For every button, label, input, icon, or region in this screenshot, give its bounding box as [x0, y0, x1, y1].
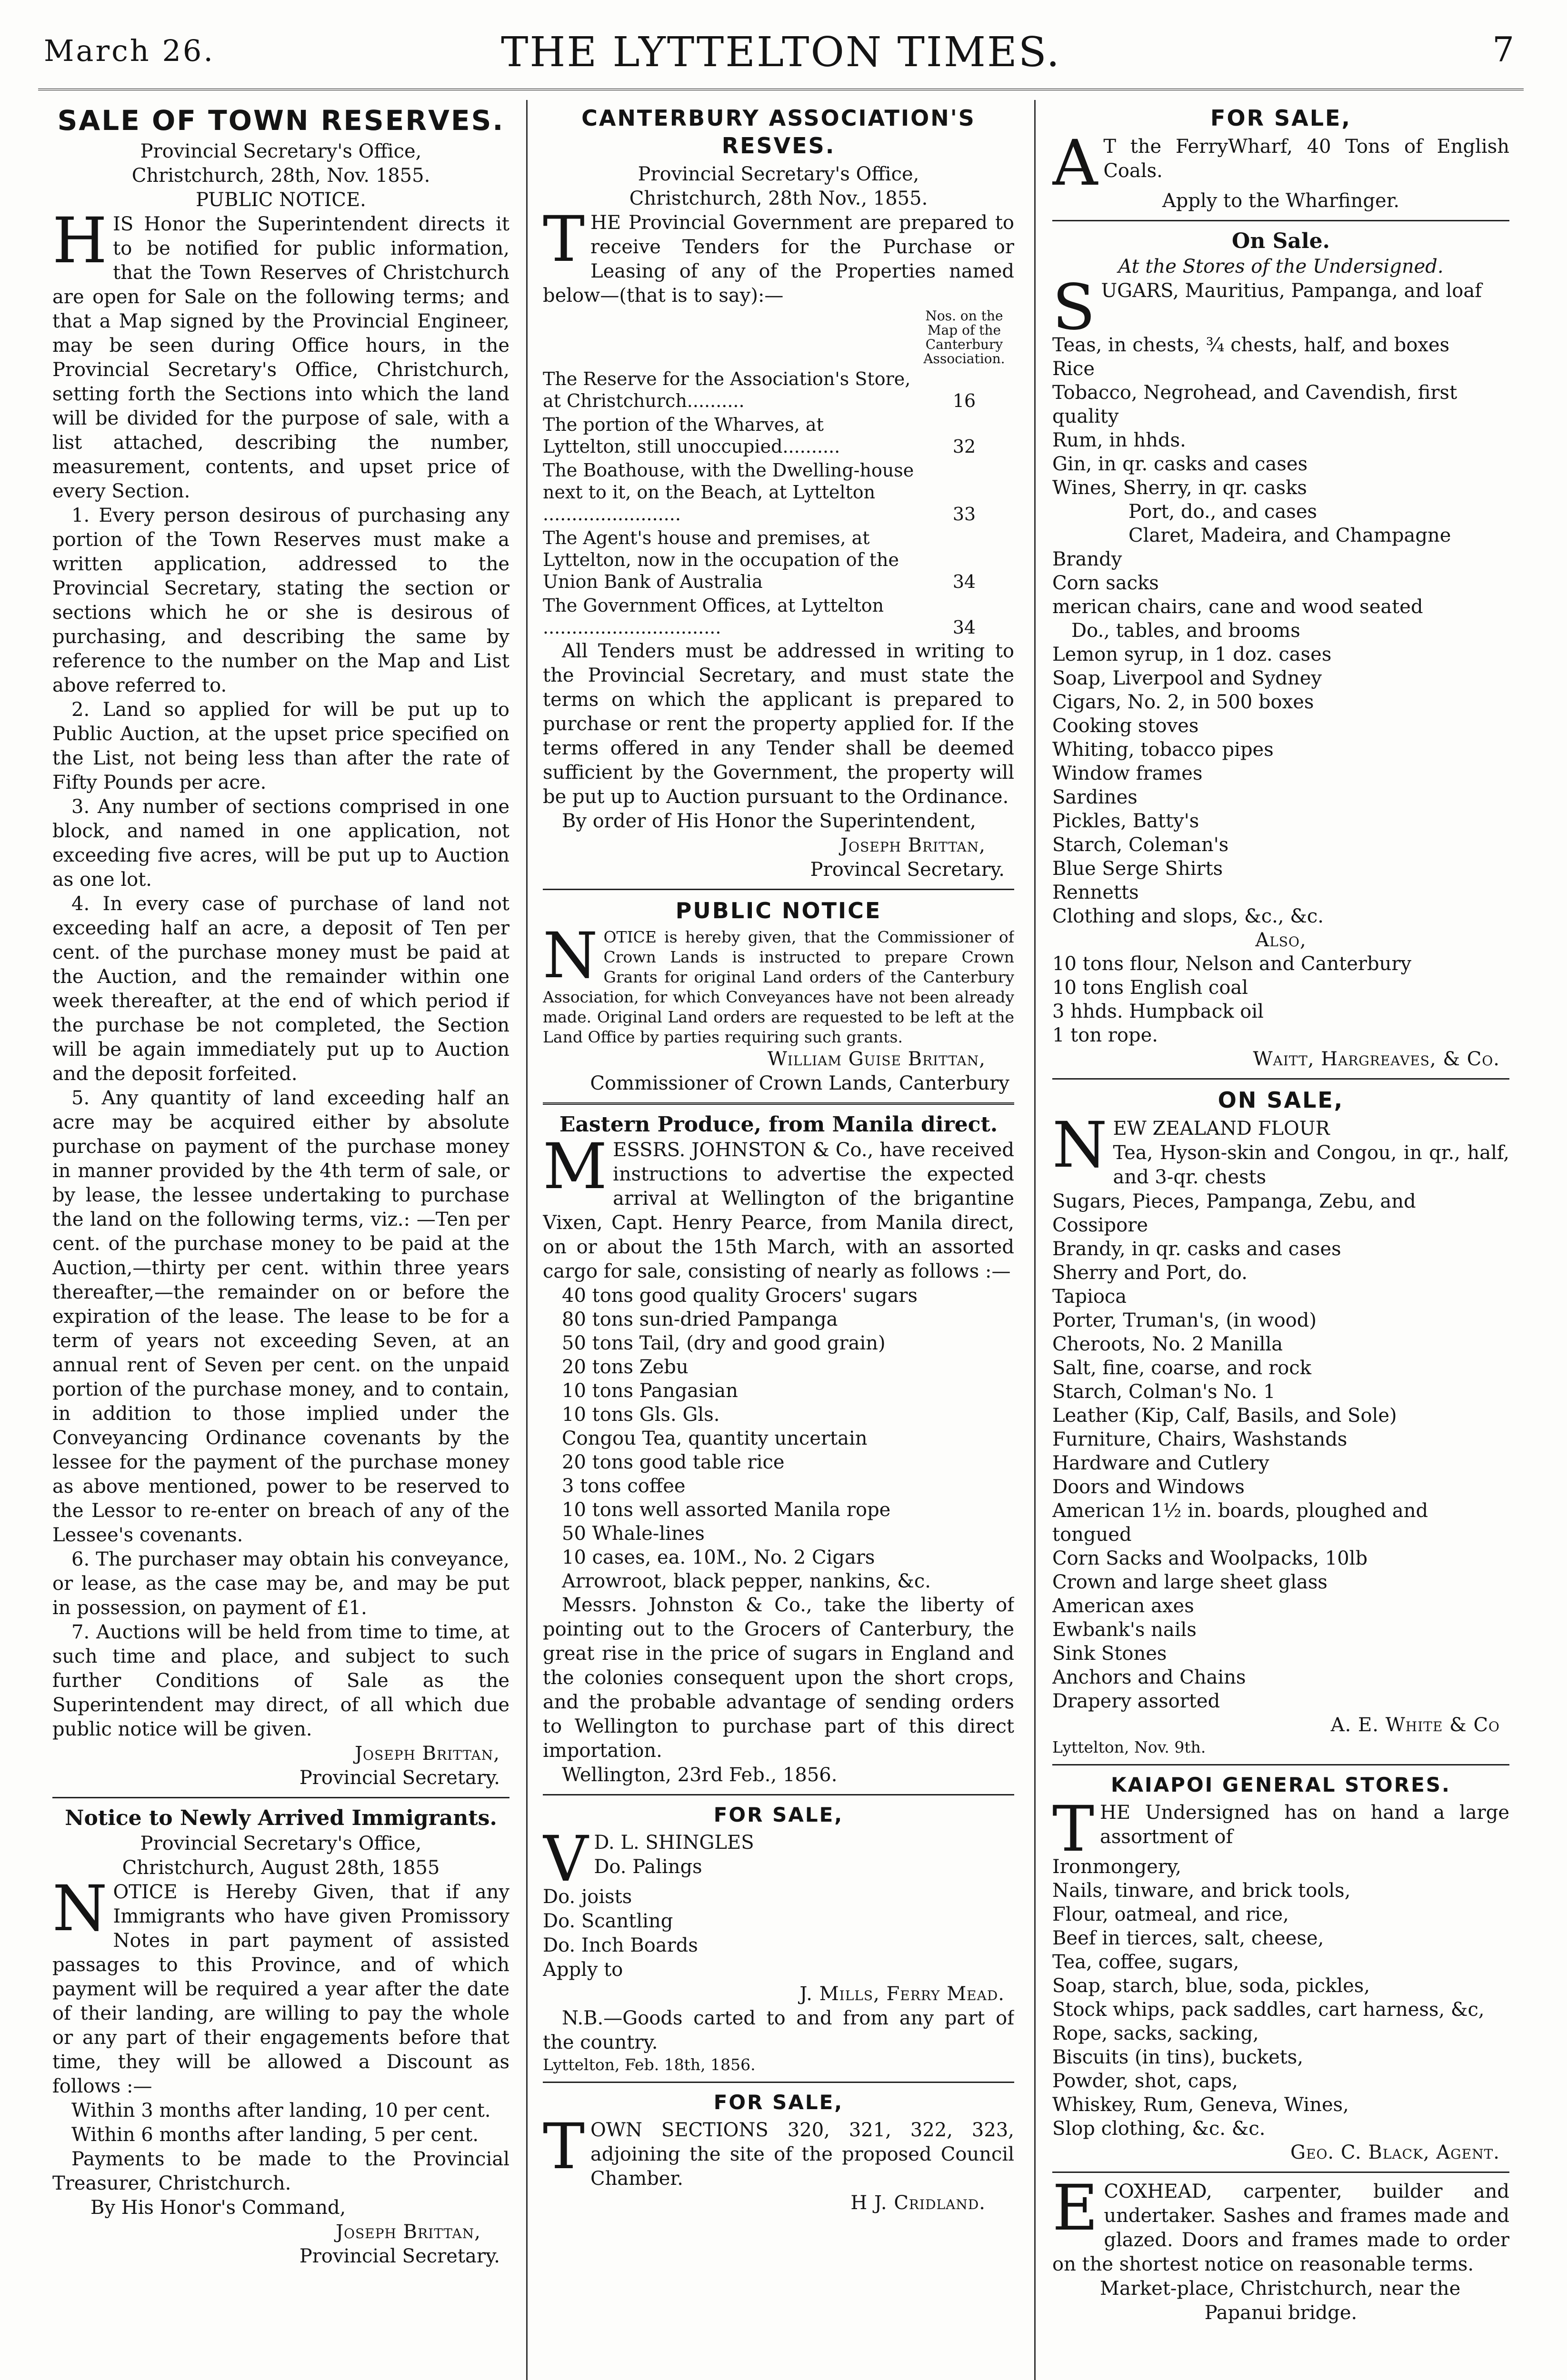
list-item: 20 tons good table rice [562, 1451, 785, 1473]
advert-address: Papanui bridge. [1204, 2302, 1357, 2324]
list-item: Wines, Sherry, in qr. casks [1052, 477, 1307, 499]
signature-name: J. Mills, Ferry Mead. [799, 1983, 1005, 2005]
list-item: Salt, fine, coarse, and rock [1052, 1357, 1311, 1379]
issue-date: March 26. [44, 33, 215, 68]
list-item: Rum, in hhds. [1052, 429, 1186, 451]
notice-term: 7. Auctions will be held from time to time, at such time and place, and subject to such further Conditions of Sale as the Superintendent may direct, of all which due public notice will be given. [52, 1621, 509, 1740]
property-label: The Reserve for the Association's Store, at Christchurch.......... [543, 368, 911, 411]
signature-name: William Guise Brittan, [767, 1048, 986, 1070]
notice-office: Provincial Secretary's Office, [140, 140, 422, 162]
coals-advert [1052, 104, 1509, 213]
list-item: Sardines [1052, 786, 1138, 808]
list-item: Ironmongery, [1052, 1856, 1181, 1878]
advert-body: T the FerryWharf, 40 Tons of English Coals. [1103, 136, 1509, 182]
list-item: 50 tons Tail, (dry and good grain) [562, 1332, 886, 1354]
drop-cap: S [1052, 271, 1096, 344]
notice-date: Christchurch, 28th Nov., 1855. [629, 188, 928, 209]
list-item: Slop clothing, &c. &c. [1052, 2118, 1266, 2140]
notice-heading: PUBLIC NOTICE [675, 898, 882, 923]
drop-cap: M [543, 1130, 608, 1203]
drop-cap: N [1052, 1109, 1108, 1182]
list-item: Cheroots, No. 2 Manilla [1052, 1333, 1283, 1355]
signature-name: Waitt, Hargreaves, & Co. [1253, 1048, 1500, 1070]
signature-name: H J. Cridland. [850, 2192, 986, 2214]
discount-line: Within 6 months after landing, 5 per cent. [71, 2124, 479, 2146]
notice-body: OTICE is hereby given, that the Commissioner of Crown Lands is instructed to prepare Crown Grants for original Land orders of the Canterbury Association, for which Conveyances have not been already made. Original Land orders are requested to be left at the Land Office by parties requiring such grants. [543, 928, 1014, 1046]
advert-apply: Apply to the Wharfinger. [1162, 190, 1400, 212]
divider [52, 1797, 509, 1798]
list-item: Cooking stoves [1052, 715, 1199, 737]
list-item: Starch, Coleman's [1052, 834, 1229, 856]
advert-line: D. L. SHINGLES [594, 1832, 754, 1854]
list-item: Port, do., and cases [1128, 501, 1317, 523]
signature-title: Provincal Secretary. [810, 859, 1005, 881]
property-number: 34 [952, 617, 976, 638]
list-item: Soap, starch, blue, soda, pickles, [1052, 1975, 1370, 1997]
signature-name: Geo. C. Black, Agent. [1290, 2142, 1500, 2163]
list-item: Blue Serge Shirts [1052, 858, 1223, 880]
list-item: Do. joists [543, 1886, 632, 1908]
list-item: Rope, sacks, sacking, [1052, 2023, 1259, 2044]
page-number: 7 [1492, 30, 1514, 69]
list-item: Also, [1255, 929, 1307, 951]
cargo-list [543, 1284, 1014, 1593]
list-item: Flour, oatmeal, and rice, [1052, 1904, 1289, 1925]
sale-town-reserves-notice [52, 104, 509, 1790]
list-item: Tapioca [1052, 1286, 1127, 1308]
list-item: Arrowroot, black pepper, nankins, &c. [562, 1570, 931, 1592]
signature-name: A. E. White & Co [1330, 1714, 1500, 1736]
advert-address: Market-place, Christchurch, near the [1100, 2278, 1461, 2300]
advert-date: Lyttelton, Feb. 18th, 1856. [543, 2055, 756, 2074]
list-item: Do. Inch Boards [543, 1934, 698, 1956]
payment-line: Payments to be made to the Provincial Treasurer, Christchurch. [52, 2148, 509, 2194]
advert-date: Lyttelton, Nov. 9th. [1052, 1738, 1206, 1756]
list-item: 10 tons Gls. Gls. [562, 1404, 720, 1426]
list-item: Cigars, No. 2, in 500 boxes [1052, 691, 1314, 713]
list-item: Tobacco, Negrohead, and Cavendish, first quality [1052, 382, 1457, 427]
list-item: Window frames [1052, 763, 1203, 784]
list-item: 10 tons Pangasian [562, 1380, 738, 1402]
canterbury-reserves-notice [543, 104, 1014, 882]
notice-paragraph: All Tenders must be addressed in writing to the Provincial Secretary, and must state the terms on which the applicant is prepared to purchase or rent the property applied for. If the terms offered in any Tender shall be deemed sufficient by the Government, the property will be put up to Auction pursuant to the Ordinance. [543, 640, 1014, 808]
column-3 [1052, 102, 1509, 2380]
list-item: 10 tons English coal [1052, 977, 1248, 999]
list-item: Stock whips, pack saddles, cart harness, &c, [1052, 1999, 1485, 2021]
table-row [543, 458, 1014, 526]
signature-title: Commissioner of Crown Lands, Canterbury [590, 1072, 1009, 1094]
list-item: Rice [1052, 358, 1095, 380]
list-item: Sherry and Port, do. [1052, 1262, 1248, 1284]
notice-term: 5. Any quantity of land exceeding half an acre may be acquired either by absolute purchase on payment of the purchase money in manner provided by the 4th term of sale, or by lease, the lessee undertaking to purchase the land on the following terms, viz.: —Ten per cent. of the purchase money to be paid at the Auction,—thirty per cent. within three years thereafter,—the remainder on or before the expiration of the lease. The lease to be for a term of years not exceeding Seven, at an annual rent of Seven per cent. on the unpaid portion of the purchase money, and to contain, in addition to those implied under the Conveyancing Ordinance covenants by the lessee for the payment of the purchase money as above mentioned, power to be reserved to the Lessor to re-enter on breach of any of the Lessee's covenants. [52, 1087, 509, 1546]
list-item: Drapery assorted [1052, 1690, 1220, 1712]
notice-term: 2. Land so applied for will be put up to Public Auction, at the upset price specified on the List, not being less than after the rate of Fifty Pounds per acre. [52, 699, 509, 793]
drop-cap: T [543, 2110, 585, 2183]
list-item: 50 Whale-lines [562, 1523, 705, 1545]
list-item: Apply to [543, 1959, 623, 1981]
list-item: Congou Tea, quantity uncertain [562, 1428, 868, 1449]
advert-heading: ON SALE, [1218, 1087, 1344, 1113]
notice-term: 6. The purchaser may obtain his conveyance, or lease, as the case may be, and may be put in possession, on payment of £1. [52, 1548, 509, 1619]
drop-cap: H [52, 204, 108, 278]
property-number: 33 [952, 504, 976, 525]
table-row [543, 413, 1014, 458]
list-item: Powder, shot, caps, [1052, 2070, 1238, 2092]
town-sections-advert [543, 2090, 1014, 2215]
property-number: 34 [952, 571, 976, 592]
divider [1052, 1078, 1509, 1080]
notice-intro: HE Provincial Government are prepared to receive Tenders for the Purchase or Leasing of any of the Properties named below—(that is to say):— [543, 212, 1014, 307]
divider [543, 889, 1014, 890]
property-label: The Government Offices, at Lyttelton ............................... [543, 595, 884, 638]
advert-closing: Messrs. Johnston & Co., take the liberty of pointing out to the Grocers of Canterbury, the great rise in the price of sugars in England and the colonies consequent upon the short crops, and the probable advantage of sending orders to Wellington to purchase part of this direct importation. [543, 1594, 1014, 1762]
advert-heading: KAIAPOI GENERAL STORES. [1111, 1773, 1451, 1796]
notice-paragraph: By order of His Honor the Superintendent, [562, 810, 976, 832]
signature-name: Joseph Brittan, [840, 834, 986, 856]
list-item: Whiting, tobacco pipes [1052, 739, 1274, 761]
advert-heading: Eastern Produce, from Manila direct. [559, 1112, 998, 1137]
list-item: Biscuits (in tins), buckets, [1052, 2046, 1304, 2068]
list-item: 10 cases, ea. 10M., No. 2 Cigars [562, 1547, 875, 1568]
list-item: 3 tons coffee [562, 1475, 686, 1497]
property-label: The Boathouse, with the Dwelling-house next to it, on the Beach, at Lyttelton ........................ [543, 460, 914, 525]
list-item: Ewbank's nails [1052, 1619, 1197, 1641]
notice-term: 3. Any number of sections comprised in one block, and named in one application, not exceeding five acres, will be put up to Auction as one lot. [52, 796, 509, 891]
drop-cap: A [1052, 127, 1098, 200]
list-item: Soap, Liverpool and Sydney [1052, 667, 1322, 689]
drop-cap: V [543, 1823, 589, 1896]
discount-line: Within 3 months after landing, 10 per cent. [71, 2100, 491, 2122]
table-row [543, 367, 1014, 413]
list-item: Brandy, in qr. casks and cases [1052, 1238, 1341, 1260]
signature-title: Provincial Secretary. [299, 2245, 500, 2267]
list-item: Gin, in qr. casks and cases [1052, 453, 1308, 475]
list-item: Claret, Madeira, and Champagne [1128, 525, 1451, 546]
advert-note: N.B.—Goods carted to and from any part of the country. [543, 2007, 1014, 2053]
manila-produce-advert [543, 1111, 1014, 1787]
drop-cap: N [52, 1872, 108, 1945]
property-label: The portion of the Wharves, at Lyttelton, still unoccupied.......... [543, 414, 840, 457]
kaiapoi-stores-advert [1052, 1772, 1509, 2165]
notice-term: 1. Every person desirous of purchasing any portion of the Town Reserves must make a written application, addressed to the Provincial Secretary, stating the section or sections which he or she is desirous of purchasing, and describing the same by reference to the number on the Map and List above referred to. [52, 505, 509, 696]
list-item: Porter, Truman's, (in wood) [1052, 1309, 1317, 1331]
property-number: 32 [952, 436, 976, 457]
divider [1052, 220, 1509, 221]
list-item: Lemon syrup, in 1 doz. cases [1052, 644, 1332, 665]
table-row [543, 594, 1014, 639]
divider [1052, 1764, 1509, 1765]
list-item: American 1½ in. boards, ploughed and tongued [1052, 1500, 1428, 1546]
list-item: Leather (Kip, Calf, Basils, and Sole) [1052, 1405, 1397, 1427]
notice-office: Provincial Secretary's Office, [140, 1833, 422, 1854]
column-rule [1034, 100, 1036, 2380]
list-item: Anchors and Chains [1052, 1666, 1246, 1688]
newspaper-title: THE LYTTELTON TIMES. [501, 29, 1061, 76]
table-row [543, 526, 1014, 594]
drop-cap: E [1052, 2172, 1098, 2245]
drop-cap: N [543, 919, 598, 992]
list-item: Do. Scantling [543, 1910, 673, 1932]
list-first-line: EW ZEALAND FLOUR [1113, 1118, 1330, 1140]
notice-term: 4. In every case of purchase of land not exceeding half an acre, a deposit of Ten per cent. of the purchase money must be paid at the Auction, and the remainder within one week thereafter, at the end of which period if the purchase be not completed, the Section will be again immediately put up to Auction and the deposit forfeited. [52, 893, 509, 1085]
notice-intro: IS Honor the Superintendent directs it to be notified for public information, that the Town Reserves of Christchurch are open for Sale on the following terms; and that a Map signed by the Provincial Engineer, may be seen during Office hours, in the Provincial Secretary's Office, Christchurch, setting forth the Sections into which the land will be divided for the purpose of sale, with a list attached, describing the number, measurement, contents, and upset price of every Section. [52, 213, 509, 502]
list-item: Furniture, Chairs, Washstands [1052, 1428, 1347, 1450]
signature-name: Joseph Brittan, [336, 2221, 481, 2243]
list-second-line: Tea, Hyson-skin and Congou, in qr., half, and 3-qr. chests [1113, 1142, 1509, 1188]
list-item: Sink Stones [1052, 1643, 1167, 1665]
list-item: Sugars, Pieces, Pampanga, Zebu, and Cossipore [1052, 1190, 1416, 1236]
list-item: 10 tons well assorted Manila rope [562, 1499, 891, 1521]
list-item: Hardware and Cutlery [1052, 1452, 1269, 1474]
flour-advert [1052, 1086, 1509, 1757]
public-notice [543, 897, 1014, 1096]
list-item: 80 tons sun-dried Pampanga [562, 1309, 838, 1330]
list-item: Pickles, Batty's [1052, 810, 1199, 832]
advert-subheading: At the Stores of the Undersigned. [1118, 256, 1444, 278]
list-item: Doors and Windows [1052, 1476, 1245, 1498]
signature-title: Provincial Secretary. [299, 1767, 500, 1789]
properties-table [543, 308, 1014, 639]
list-item: Teas, in chests, ¾ chests, half, and boxes [1052, 334, 1450, 356]
table-column-header: Nos. on the Map of the Canterbury Association. [923, 308, 1005, 367]
divider [1052, 2172, 1509, 2173]
divider [543, 1794, 1014, 1795]
column-rule [526, 100, 528, 2380]
list-item: Brandy [1052, 548, 1122, 570]
notice-heading: SALE OF TOWN RESERVES. [57, 104, 505, 137]
notice-date: Christchurch, August 28th, 1855 [122, 1857, 440, 1879]
list-item: Corn Sacks and Woolpacks, 10lb [1052, 1547, 1368, 1569]
notice-heading: CANTERBURY ASSOCIATION'S RESVES. [581, 105, 976, 159]
notice-subheading: PUBLIC NOTICE. [196, 189, 366, 211]
drop-cap: T [1052, 1793, 1095, 1866]
divider [543, 1102, 1014, 1105]
list-item: 40 tons good quality Grocers' sugars [562, 1285, 918, 1307]
coxhead-advert [1052, 2172, 1509, 2325]
advert-body: COXHEAD, carpenter, builder and undertaker. Sashes and frames made and glazed. Doors and frames made to order on the shortest notice on reasonable terms. [1052, 2181, 1509, 2275]
list-item: Starch, Colman's No. 1 [1052, 1381, 1276, 1403]
list-item: American axes [1052, 1595, 1194, 1617]
divider [543, 2082, 1014, 2083]
list-item: Clothing and slops, &c., &c. [1052, 905, 1324, 927]
on-sale-advert [1052, 228, 1509, 1071]
list-item: 3 hhds. Humpback oil [1052, 1001, 1264, 1022]
goods-list [1052, 333, 1509, 1047]
advert-heading: FOR SALE, [713, 2091, 844, 2114]
list-item: 1 ton rope. [1052, 1024, 1158, 1046]
list-item: Nails, tinware, and brick tools, [1052, 1880, 1351, 1902]
property-label: The Agent's house and premises, at Lyttelton, now in the occupation of the Union Bank of Australia [543, 527, 899, 592]
advert-date: Wellington, 23rd Feb., 1856. [562, 1764, 838, 1786]
notice-date: Christchurch, 28th, Nov. 1855. [131, 165, 430, 187]
drop-cap: T [543, 203, 585, 276]
list-first-line: HE Undersigned has on hand a large assortment of [1100, 1802, 1509, 1848]
notice-heading: Notice to Newly Arrived Immigrants. [65, 1806, 497, 1830]
masthead [38, 19, 1524, 90]
list-item: Corn sacks [1052, 572, 1159, 594]
list-item: Do. Palings [594, 1856, 702, 1878]
property-number: 16 [952, 390, 976, 411]
advert-heading: FOR SALE, [1210, 105, 1351, 131]
list-item: Do., tables, and brooms [1071, 620, 1300, 642]
column-2 [543, 102, 1014, 2380]
goods-list [1052, 1190, 1509, 1713]
list-item: merican chairs, cane and wood seated [1052, 596, 1423, 618]
shingles-advert [543, 1802, 1014, 2075]
signature-name: Joseph Brittan, [355, 1743, 500, 1765]
advert-body: ESSRS. JOHNSTON & Co., have received instructions to advertise the expected arrival at Wellington of the brigantine Vixen, Capt. Henry Pearce, from Manila direct, on or about the 15th March, with an assorted cargo for sale, consisting of nearly as follows :— [543, 1139, 1014, 1282]
advert-heading: FOR SALE, [713, 1803, 844, 1826]
immigrants-notice [52, 1805, 509, 2269]
list-item: Beef in tierces, salt, cheese, [1052, 1927, 1324, 1949]
list-item: Tea, coffee, sugars, [1052, 1951, 1239, 1973]
list-item: Rennetts [1052, 882, 1139, 903]
goods-list [1052, 1855, 1509, 2141]
advert-body: OWN SECTIONS 320, 321, 322, 323, adjoining the site of the proposed Council Chamber. [590, 2119, 1014, 2190]
list-item: Whiskey, Rum, Geneva, Wines, [1052, 2094, 1349, 2116]
list-item: 20 tons Zebu [562, 1356, 689, 1378]
list-item: Crown and large sheet glass [1052, 1571, 1327, 1593]
column-1 [52, 102, 509, 2380]
command-line: By His Honor's Command, [90, 2197, 346, 2219]
list-item: 10 tons flour, Nelson and Canterbury [1052, 953, 1412, 975]
notice-body: OTICE is Hereby Given, that if any Immigrants who have given Promissory Notes in part payment of assisted passages to this Province, and of which payment will be required a year after the date of their landing, are willing to pay the whole or any part of their engagements before that time, they will be allowed a Discount as follows :— [52, 1881, 509, 2097]
notice-office: Provincial Secretary's Office, [638, 163, 919, 185]
advert-heading: On Sale. [1232, 229, 1330, 253]
list-first-line: UGARS, Mauritius, Pampanga, and loaf [1101, 280, 1482, 302]
